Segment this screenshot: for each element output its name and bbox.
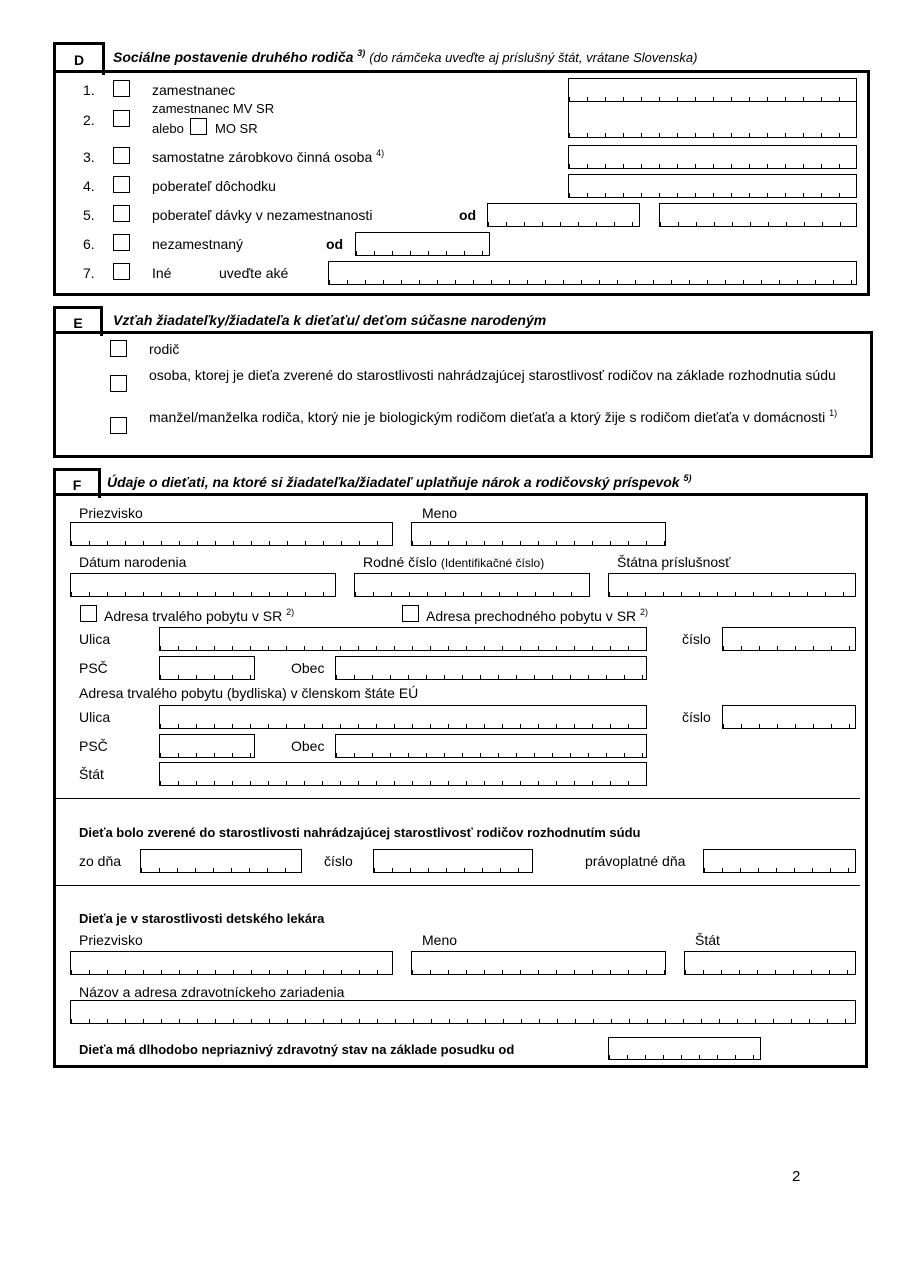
label-zariadenie: Názov a adresa zdravotníckeho zariadenia [79, 984, 345, 1000]
health-label: Dieťa má dlhodobo nepriaznivý zdravotný stav na základe posudku od [79, 1042, 515, 1057]
title-note: (do rámčeka uveďte aj príslušný štát, vrátane Slovenska) [369, 50, 698, 65]
label-pravoplatne: právoplatné dňa [585, 853, 686, 869]
checkbox-adresa-prechodneho[interactable] [402, 605, 419, 622]
label-meno: Meno [422, 505, 458, 521]
label-rodic: rodič [149, 341, 180, 357]
field-child-statna-prislusnost[interactable] [608, 573, 856, 597]
divider [55, 885, 860, 886]
checkbox-szco[interactable] [113, 147, 130, 164]
field-posudok-date[interactable] [608, 1037, 761, 1060]
label-od: od [459, 207, 477, 223]
field-sr-cislo[interactable] [722, 627, 856, 651]
field-doctor-priezvisko[interactable] [70, 951, 393, 975]
label-adresa-prechodneho: Adresa prechodného pobytu v SR $^{2)}$ [426, 607, 649, 624]
checkbox-zamestnanec-mv[interactable] [113, 110, 130, 127]
field-eu-obec[interactable] [335, 734, 647, 758]
label-mo-sr: MO SR [215, 121, 258, 136]
label-szco: samostatne zárobkovo činná osoba $^{4)}$ [152, 148, 385, 165]
label-psc: PSČ [79, 738, 108, 754]
label-zo-dna: zo dňa [79, 853, 122, 869]
field-zamestnanec-mv-state[interactable] [568, 101, 857, 138]
field-sr-psc[interactable] [159, 656, 255, 680]
label-davka-nezamestnanost: poberateľ dávky v nezamestnanosti [152, 207, 373, 223]
field-sr-ulica[interactable] [159, 627, 647, 651]
item-number: 7. [83, 265, 95, 281]
label-ulica: Ulica [79, 709, 111, 725]
label-ine: Iné [152, 265, 172, 281]
label-ulica: Ulica [79, 631, 111, 647]
label-rodne-cislo: Rodné číslo (Identifikačné číslo) [363, 554, 545, 570]
label-adresa-trvaleho: Adresa trvalého pobytu v SR $^{2)}$ [104, 607, 295, 624]
title-text: Sociálne postavenie druhého rodiča [113, 49, 354, 65]
label-doctor-meno: Meno [422, 932, 458, 948]
label-obec: Obec [291, 660, 325, 676]
field-child-datum-narodenia[interactable] [70, 573, 336, 597]
label-priezvisko: Priezvisko [79, 505, 143, 521]
field-szco-state[interactable] [568, 145, 857, 169]
item-number: 3. [83, 149, 95, 165]
court-heading: Dieťa bolo zverené do starostlivosti nahrádzajúcej starostlivosť rodičov rozhodnutím súdu [79, 825, 641, 840]
label-adresa-eu: Adresa trvalého pobytu (bydliska) v členskom štáte EÚ [79, 685, 419, 701]
item-number: 4. [83, 178, 95, 194]
label-od: od [326, 236, 344, 252]
footnote-ref: 2) [286, 607, 295, 617]
label-obec: Obec [291, 738, 325, 754]
label-cislo: číslo [682, 631, 711, 647]
field-court-cislo[interactable] [373, 849, 533, 873]
label-manzel: manžel/manželka rodiča, ktorý nie je biologickým rodičom dieťaťa a ktorý žije s rodičom dieťaťa v domácnosti $^{1)}$ [149, 408, 838, 425]
label-zverene-osoba: osoba, ktorej je dieťa zverené do starostlivosti nahrádzajúcej starostlivosť rodičov na základe rozhodnutia súdu [149, 367, 836, 383]
doctor-heading: Dieťa je v starostlivosti detského lekára [79, 911, 325, 926]
checkbox-adresa-trvaleho[interactable] [80, 605, 97, 622]
field-ine-specify[interactable] [328, 261, 857, 285]
field-davka-od-date[interactable] [487, 203, 640, 227]
field-child-meno[interactable] [411, 522, 666, 546]
field-child-priezvisko[interactable] [70, 522, 393, 546]
checkbox-davka-nezamestnanost[interactable] [113, 205, 130, 222]
field-doctor-stat[interactable] [684, 951, 856, 975]
field-dochodok-state[interactable] [568, 174, 857, 198]
checkbox-zamestnanec[interactable] [113, 80, 130, 97]
field-sr-obec[interactable] [335, 656, 647, 680]
field-davka-state[interactable] [659, 203, 857, 227]
field-court-date[interactable] [140, 849, 302, 873]
footnote-ref: 5) [683, 473, 692, 483]
section-letter: E [73, 315, 83, 331]
field-child-rodne-cislo[interactable] [354, 573, 590, 597]
section-letter: D [73, 52, 85, 68]
item-number: 6. [83, 236, 95, 252]
item-number: 2. [83, 112, 95, 128]
field-doctor-meno[interactable] [411, 951, 666, 975]
label-nezamestnany: nezamestnaný [152, 236, 244, 252]
field-nezamestnany-od-date[interactable] [355, 232, 490, 256]
label-doctor-stat: Štát [695, 932, 720, 948]
checkbox-zverene-osoba[interactable] [110, 375, 127, 392]
item-number: 1. [83, 82, 95, 98]
footnote-ref: 3) [357, 48, 366, 58]
checkbox-manzel[interactable] [110, 417, 127, 434]
checkbox-mo-sr[interactable] [190, 118, 207, 135]
checkbox-rodic[interactable] [110, 340, 127, 357]
footnote-ref: 4) [376, 148, 385, 158]
footnote-ref: 1) [829, 408, 838, 418]
section-d-title [113, 49, 697, 65]
field-eu-ulica[interactable] [159, 705, 647, 729]
label-stat: Štát [79, 766, 104, 782]
field-eu-psc[interactable] [159, 734, 255, 758]
field-pravoplatne-date[interactable] [703, 849, 856, 873]
checkbox-dochodok[interactable] [113, 176, 130, 193]
section-letter: F [72, 477, 82, 493]
field-zamestnanec-state[interactable] [568, 78, 857, 102]
label-uvedte-ake: uveďte aké [219, 265, 289, 281]
label-zamestnanec: zamestnanec [152, 82, 236, 98]
label-doctor-priezvisko: Priezvisko [79, 932, 143, 948]
label-dochodok: poberateľ dôchodku [152, 178, 276, 194]
label-zamestnanec-mv: zamestnanec MV SR [152, 101, 275, 116]
section-e-title: Vzťah žiadateľky/žiadateľa k dieťaťu/ deťom súčasne narodeným [113, 312, 547, 328]
checkbox-nezamestnany[interactable] [113, 234, 130, 251]
item-number: 5. [83, 207, 95, 223]
label-court-cislo: číslo [324, 853, 353, 869]
divider [55, 798, 860, 799]
label-datum-narodenia: Dátum narodenia [79, 554, 187, 570]
label-psc: PSČ [79, 660, 108, 676]
label-alebo: alebo [152, 121, 184, 136]
page-number: 2 [792, 1168, 801, 1185]
checkbox-ine[interactable] [113, 263, 130, 280]
label-cislo: číslo [682, 709, 711, 725]
field-zariadenie[interactable] [70, 1000, 856, 1024]
label-statna-prislusnost: Štátna príslušnosť [617, 554, 731, 570]
section-f-title: Údaje o dieťati, na ktoré si žiadateľka/žiadateľ uplatňuje nárok a rodičovský príspevok $^{5)}$ [107, 473, 692, 490]
footnote-ref: 2) [640, 607, 649, 617]
field-eu-cislo[interactable] [722, 705, 856, 729]
field-eu-stat[interactable] [159, 762, 647, 786]
